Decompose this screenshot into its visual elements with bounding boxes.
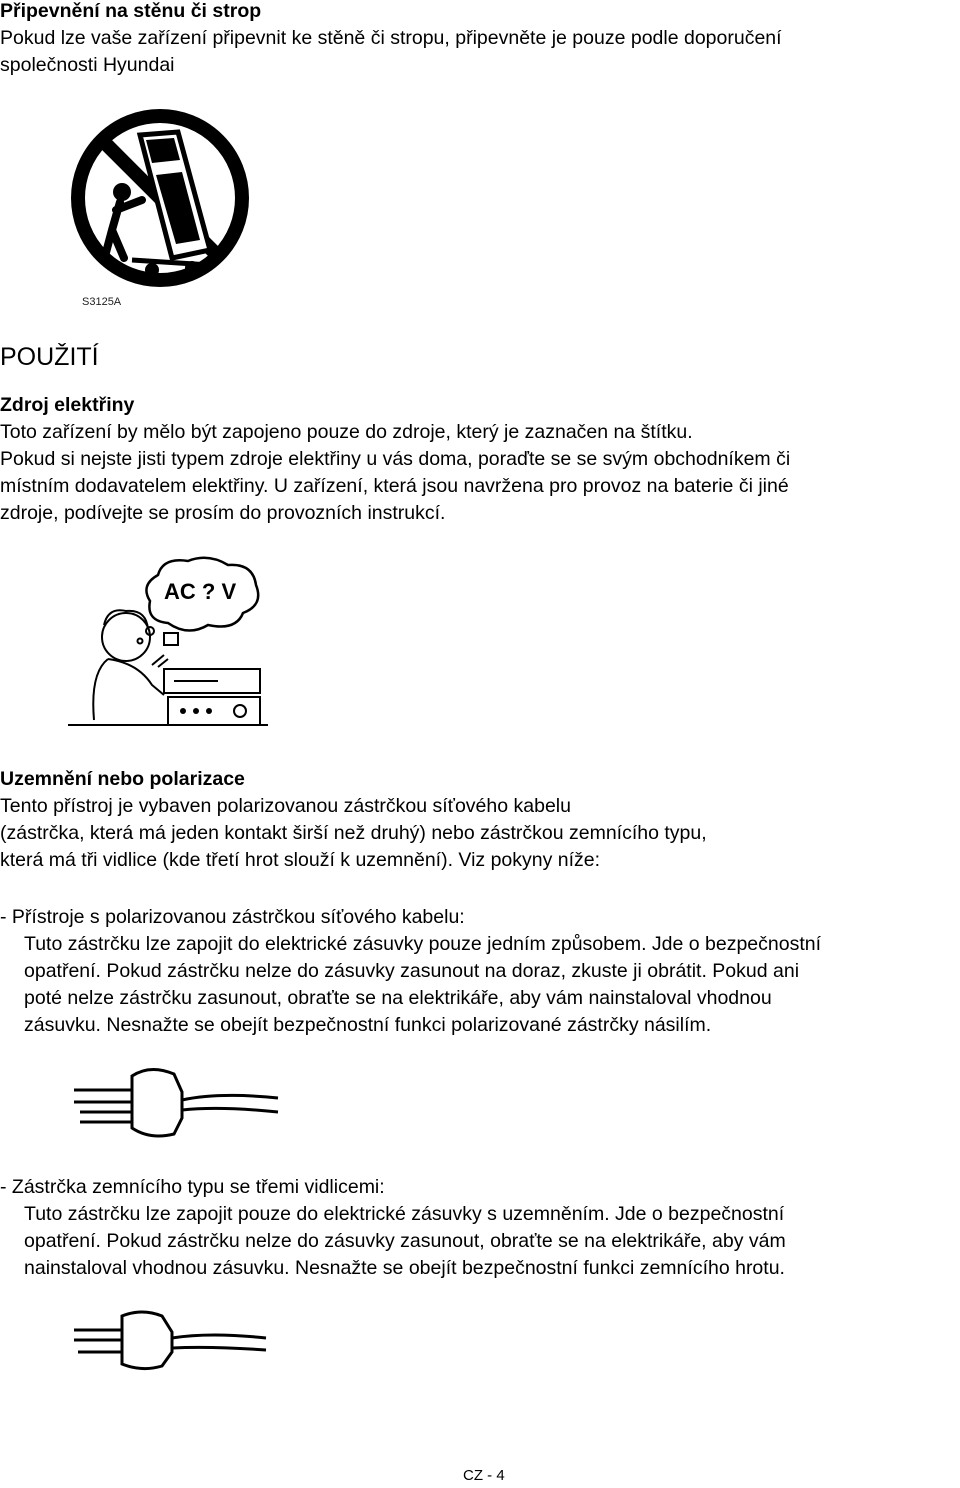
body-line: poté nelze zástrčku zasunout, obraťte se na elektrikáře, aby vám nainstaloval vhodnou (24, 987, 772, 1009)
body-line: Pokud lze vaše zařízení připevnit ke stěně či stropu, připevněte je pouze podle doporučení (0, 27, 782, 49)
body-line: společnosti Hyundai (0, 54, 175, 76)
figure-code: S3125A (82, 296, 122, 308)
body-line: Pokud si nejste jisti typem zdroje elektřiny u vás doma, poraďte se se svým obchodníkem či (0, 448, 791, 470)
body-line: zásuvku. Nesnažte se obejít bezpečnostní funkci polarizované zástrčky násilím. (24, 1014, 712, 1036)
body-line: místním dodavatelem elektřiny. U zařízení, která jsou navržena pro provoz na baterie či jiné (0, 475, 789, 497)
list-item-title: - Zástrčka zemnícího typu se třemi vidlicemi: (0, 1176, 385, 1198)
body-line: Tuto zástrčku lze zapojit pouze do elektrické zásuvky s uzemněním. Jde o bezpečnostní (24, 1203, 785, 1225)
power-source-illustration (68, 555, 268, 730)
list-item-title: - Přístroje s polarizovanou zástrčkou síťového kabelu: (0, 906, 465, 928)
section-heading-grounding: Uzemnění nebo polarizace (0, 768, 245, 790)
page-title: POUŽITÍ (0, 343, 99, 371)
polarized-plug-illustration (70, 1062, 280, 1142)
section-heading-power: Zdroj elektřiny (0, 394, 135, 416)
body-line: zdroje, podívejte se prosím do provozních instrukcí. (0, 502, 446, 524)
page-number: CZ - 4 (463, 1467, 505, 1484)
section-heading-mounting: Připevnění na stěnu či strop (0, 0, 262, 22)
bubble-text: AC ? V (164, 579, 237, 604)
body-line: Tento přístroj je vybaven polarizovanou zástrčkou síťového kabelu (0, 795, 571, 817)
cart-tip-warning-illustration (60, 100, 270, 315)
grounded-plug-illustration (70, 1308, 270, 1373)
body-line: nainstaloval vhodnou zásuvku. Nesnažte se obejít bezpečnostní funkci zemnícího hrotu. (24, 1257, 785, 1279)
body-line: Toto zařízení by mělo být zapojeno pouze do zdroje, který je zaznačen na štítku. (0, 421, 693, 443)
body-line: opatření. Pokud zástrčku nelze do zásuvky zasunout na doraz, zkuste ji obrátit. Pokud ani (24, 960, 800, 982)
body-line: která má tři vidlice (kde třetí hrot slouží k uzemnění). Viz pokyny níže: (0, 849, 601, 871)
body-line: Tuto zástrčku lze zapojit do elektrické zásuvky pouze jedním způsobem. Jde o bezpečnostní (24, 933, 822, 955)
body-line: opatření. Pokud zástrčku nelze do zásuvky zasunout, obraťte se na elektrikáře, aby vám (24, 1230, 786, 1252)
body-line: (zástrčka, která má jeden kontakt širší než druhý) nebo zástrčkou zemnícího typu, (0, 822, 707, 844)
